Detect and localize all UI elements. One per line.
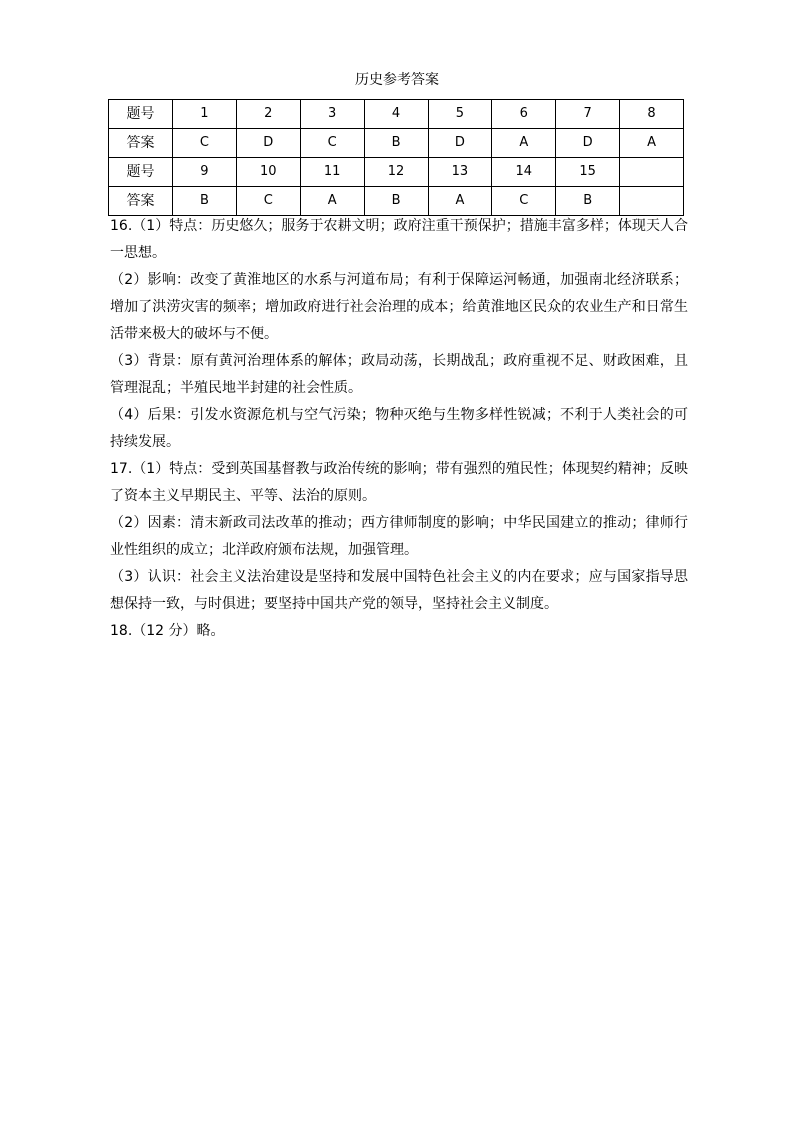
table-cell: A: [300, 187, 364, 216]
answer-paragraph: 17.（1）特点：受到英国基督教与政治传统的影响；带有强烈的殖民性；体现契约精神；反映了资本主义早期民主、平等、法治的原则。: [110, 461, 688, 504]
table-cell: C: [300, 129, 364, 158]
table-cell: C: [173, 129, 237, 158]
answer-paragraph: （4）后果：引发水资源危机与空气污染；物种灭绝与生物多样性锐减；不利于人类社会的可持续发展。: [110, 407, 688, 450]
table-row-label: 题号: [109, 158, 173, 187]
table-row-label: 答案: [109, 129, 173, 158]
answer-paragraph: （3）认识：社会主义法治建设是坚持和发展中国特色社会主义的内在要求；应与国家指导思想保持一致，与时俱进；要坚持中国共产党的领导，坚持社会主义制度。: [110, 569, 688, 612]
table-cell: B: [364, 129, 428, 158]
table-cell: B: [364, 187, 428, 216]
table-cell: B: [556, 187, 620, 216]
table-cell: [620, 187, 684, 216]
table-cell: B: [173, 187, 237, 216]
table-cell: 6: [492, 100, 556, 129]
answer-content: [110, 213, 688, 645]
table-cell: A: [428, 187, 492, 216]
answer-paragraph: 16.（1）特点：历史悠久；服务于农耕文明；政府注重干预保护；措施丰富多样；体现天人合一思想。: [110, 218, 688, 261]
table-cell: 3: [300, 100, 364, 129]
answer-table: [108, 99, 684, 216]
table-cell: D: [428, 129, 492, 158]
page-title: 历史参考答案: [355, 72, 439, 88]
table-cell: D: [556, 129, 620, 158]
table-cell: 7: [556, 100, 620, 129]
table-cell: 13: [428, 158, 492, 187]
table-cell: 12: [364, 158, 428, 187]
table-cell: 14: [492, 158, 556, 187]
table-row: [109, 129, 684, 158]
answer-paragraph: 18.（12 分）略。: [110, 623, 225, 639]
table-cell: 10: [236, 158, 300, 187]
table-cell: D: [236, 129, 300, 158]
table-cell: 11: [300, 158, 364, 187]
answer-paragraph: （3）背景：原有黄河治理体系的解体；政局动荡，长期战乱；政府重视不足、财政困难，且管理混乱；半殖民地半封建的社会性质。: [110, 353, 688, 396]
table-row: [109, 187, 684, 216]
table-cell: [620, 158, 684, 187]
table-cell: C: [236, 187, 300, 216]
table-row: [109, 158, 684, 187]
table-cell: 4: [364, 100, 428, 129]
table-cell: A: [620, 129, 684, 158]
table-row: [109, 100, 684, 129]
table-cell: 8: [620, 100, 684, 129]
table-row-label: 答案: [109, 187, 173, 216]
table-cell: 15: [556, 158, 620, 187]
table-cell: 5: [428, 100, 492, 129]
table-cell: 1: [173, 100, 237, 129]
table-cell: C: [492, 187, 556, 216]
table-cell: 2: [236, 100, 300, 129]
table-cell: A: [492, 129, 556, 158]
answer-paragraph: （2）影响：改变了黄淮地区的水系与河道布局；有利于保障运河畅通，加强南北经济联系；增加了洪涝灾害的频率；增加政府进行社会治理的成本；给黄淮地区民众的农业生产和日常生活带来极大的破坏与不便。: [110, 272, 688, 342]
table-row-label: 题号: [109, 100, 173, 129]
answer-paragraph: （2）因素：清末新政司法改革的推动；西方律师制度的影响；中华民国建立的推动；律师行业性组织的成立；北洋政府颁布法规，加强管理。: [110, 515, 688, 558]
table-cell: 9: [173, 158, 237, 187]
